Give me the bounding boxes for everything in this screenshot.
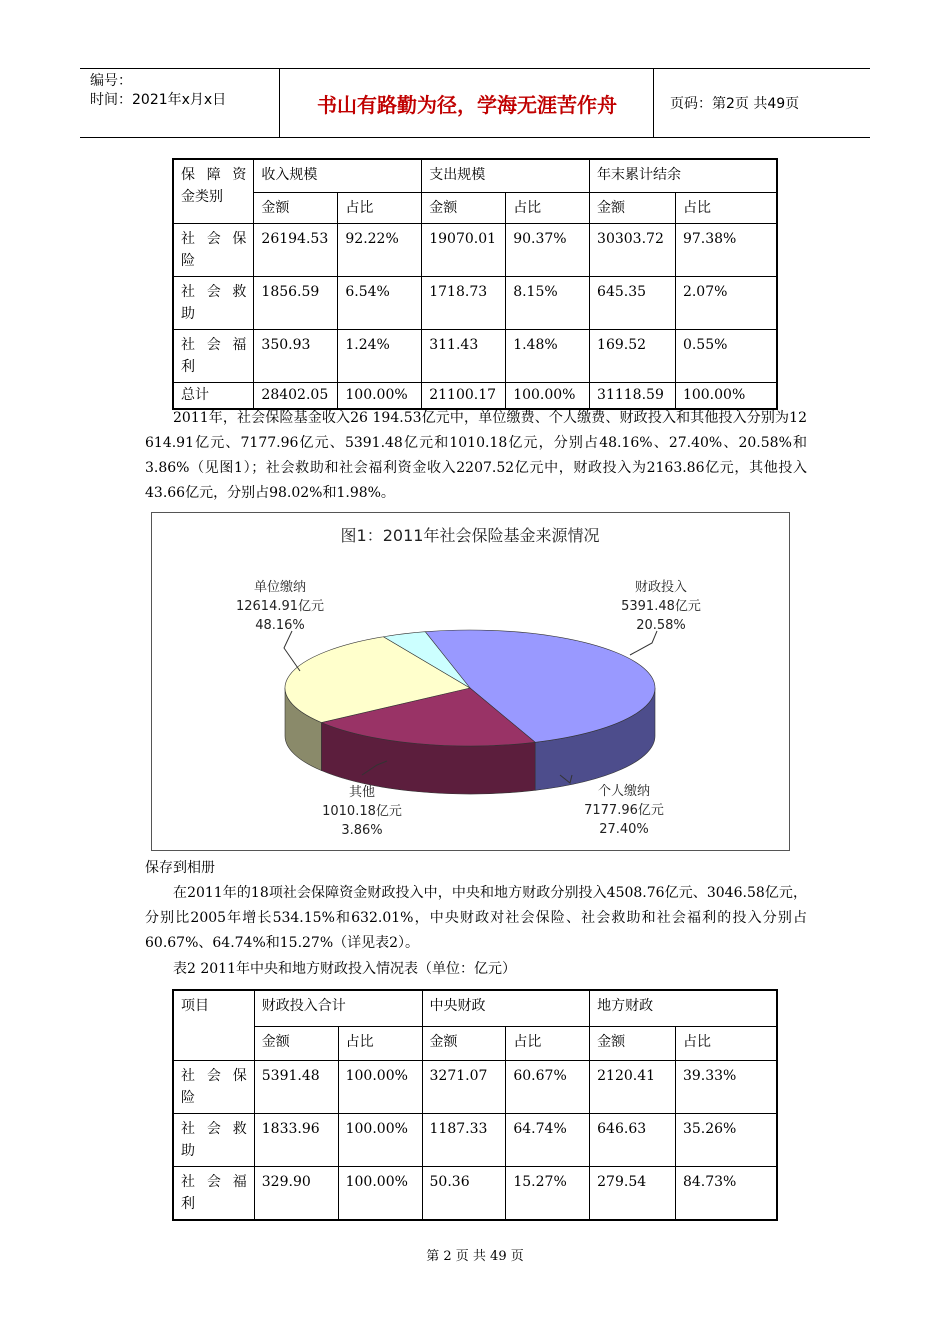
row-label: 社 会 保 险 bbox=[173, 223, 254, 276]
table-cell: 311.43 bbox=[422, 329, 506, 382]
table-cell: 6.54% bbox=[338, 276, 422, 329]
page-label-text: 页码：第2页 共49页 bbox=[670, 96, 800, 112]
pie-label bbox=[621, 579, 701, 633]
table-header-row bbox=[173, 990, 777, 1026]
sub-header: 金额 bbox=[254, 192, 338, 223]
pie-label-percent: 27.40% bbox=[599, 822, 649, 837]
table-cell: 329.90 bbox=[254, 1166, 338, 1220]
group-header: 支出规模 bbox=[422, 159, 590, 192]
chart-title: 图1：2011年社会保险基金来源情况 bbox=[340, 526, 600, 545]
table-cell: 1.48% bbox=[506, 329, 590, 382]
sub-header: 占比 bbox=[675, 192, 777, 223]
pie-label-percent: 3.86% bbox=[341, 823, 383, 838]
pie-label-name: 个人缴纳 bbox=[597, 784, 651, 799]
table-subheader-row bbox=[173, 192, 777, 223]
save-to-album-link[interactable]: 保存到相册 bbox=[145, 860, 215, 876]
table-cell: 97.38% bbox=[675, 223, 777, 276]
table-cell: 15.27% bbox=[506, 1166, 590, 1220]
table2-caption: 表2 2011年中央和地方财政投入情况表（单位：亿元） bbox=[173, 961, 516, 977]
table-header-row bbox=[173, 159, 777, 192]
pie-label-value-label: 5391.48亿元 bbox=[621, 599, 701, 614]
table-cell: 2.07% bbox=[675, 276, 777, 329]
table-cell: 50.36 bbox=[422, 1166, 506, 1220]
table-cell: 21100.17 bbox=[422, 382, 506, 409]
table-subheader-row bbox=[173, 1026, 777, 1060]
page-footer: 第 2 页 共 49 页 bbox=[426, 1249, 524, 1264]
table-cell: 1833.96 bbox=[254, 1113, 338, 1166]
table-fiscal-input bbox=[172, 989, 778, 1221]
header-meta bbox=[80, 69, 280, 137]
table-cell: 169.52 bbox=[590, 329, 676, 382]
sub-header: 占比 bbox=[675, 1026, 777, 1060]
table-cell: 279.54 bbox=[590, 1166, 676, 1220]
table-row bbox=[173, 223, 777, 276]
pie-label-value-label: 7177.96亿元 bbox=[584, 803, 664, 818]
paragraph-funds-income: 2011年，社会保险基金收入26 194.53亿元中，单位缴费、个人缴费、财政投入和其他投入分别为12 614.91亿元、7177.96亿元、5391.48亿元和1010.18亿元，分别占48.16%、27.40%、20.58%和3.86%（见图1）；社会救助和社会福利资金收入2207.52亿元中，财政投入为2163.86亿元，其他投入43.66亿元，分别占98.02%和1.98%。 bbox=[145, 410, 807, 501]
page-header bbox=[80, 68, 870, 138]
pie-label-name: 其他 bbox=[348, 785, 376, 800]
row-label: 社 会 救 助 bbox=[173, 276, 254, 329]
table-row bbox=[173, 382, 777, 409]
table-cell: 30303.72 bbox=[590, 223, 676, 276]
sub-header: 金额 bbox=[590, 1026, 676, 1060]
sub-header: 占比 bbox=[506, 192, 590, 223]
pie-label-value-label: 12614.91亿元 bbox=[235, 599, 325, 614]
table-row bbox=[173, 1060, 777, 1113]
row-label: 社 会 保 险 bbox=[173, 1060, 254, 1113]
pie-chart bbox=[152, 513, 789, 850]
table-row bbox=[173, 1113, 777, 1166]
row-label: 社 会 救 助 bbox=[173, 1113, 254, 1166]
pie-label bbox=[322, 784, 402, 838]
pie-leader-line bbox=[630, 631, 657, 655]
group-header: 地方财政 bbox=[590, 990, 777, 1026]
table-cell: 100.00% bbox=[338, 1060, 422, 1113]
table-cell: 350.93 bbox=[254, 329, 338, 382]
table-cell: 28402.05 bbox=[254, 382, 338, 409]
header-page-label bbox=[664, 69, 870, 137]
table-cell: 0.55% bbox=[675, 329, 777, 382]
table-cell: 90.37% bbox=[506, 223, 590, 276]
pie-label-percent: 20.58% bbox=[636, 618, 686, 633]
pie-leader-line bbox=[284, 631, 300, 671]
table-cell: 100.00% bbox=[338, 1113, 422, 1166]
sub-header: 金额 bbox=[254, 1026, 338, 1060]
pie-label bbox=[236, 579, 324, 633]
pie-label-name: 财政投入 bbox=[634, 580, 688, 595]
row-label: 社 会 福 利 bbox=[173, 1166, 254, 1220]
row-label: 总计 bbox=[173, 382, 254, 409]
sub-header: 占比 bbox=[338, 1026, 422, 1060]
row-label: 社 会 福 利 bbox=[173, 329, 254, 382]
table-cell: 60.67% bbox=[506, 1060, 590, 1113]
table-cell: 2120.41 bbox=[590, 1060, 676, 1113]
table-cell: 19070.01 bbox=[422, 223, 506, 276]
group-header: 中央财政 bbox=[422, 990, 590, 1026]
header-item: 项目 bbox=[173, 990, 254, 1060]
table-cell: 92.22% bbox=[338, 223, 422, 276]
paragraph-fiscal-input: 在2011年的18项社会保障资金财政投入中，中央和地方财政分别投入4508.76亿元、3046.58亿元，分别比2005年增长534.15%和632.01%，中央财政对社会保险、社会救助和社会福利的投入分别占60.67%、64.74%和15.27%（详见表2）。 bbox=[145, 885, 807, 951]
sub-header: 金额 bbox=[422, 1026, 506, 1060]
table-cell: 5391.48 bbox=[254, 1060, 338, 1113]
table-cell: 1856.59 bbox=[254, 276, 338, 329]
table-cell: 84.73% bbox=[675, 1166, 777, 1220]
table-cell: 100.00% bbox=[338, 382, 422, 409]
pie-label-value-label: 1010.18亿元 bbox=[322, 804, 402, 819]
group-header: 收入规模 bbox=[254, 159, 422, 192]
sub-header: 占比 bbox=[506, 1026, 590, 1060]
table-cell: 26194.53 bbox=[254, 223, 338, 276]
table-cell: 100.00% bbox=[506, 382, 590, 409]
pie-label-percent: 48.16% bbox=[255, 618, 305, 633]
pie-label bbox=[584, 783, 664, 837]
table-cell: 8.15% bbox=[506, 276, 590, 329]
table-row bbox=[173, 1166, 777, 1220]
table-cell: 1187.33 bbox=[422, 1113, 506, 1166]
table-cell: 1.24% bbox=[338, 329, 422, 382]
table-cell: 645.35 bbox=[590, 276, 676, 329]
sub-header: 金额 bbox=[590, 192, 676, 223]
table-cell: 100.00% bbox=[338, 1166, 422, 1220]
table-row bbox=[173, 276, 777, 329]
sub-header: 占比 bbox=[338, 192, 422, 223]
table-cell: 31118.59 bbox=[590, 382, 676, 409]
table-funds-scale bbox=[172, 158, 778, 410]
table-cell: 3271.07 bbox=[422, 1060, 506, 1113]
time-label: 时间：2021年x月x日 bbox=[90, 92, 227, 108]
sub-header: 金额 bbox=[422, 192, 506, 223]
table-cell: 35.26% bbox=[675, 1113, 777, 1166]
table-cell: 646.63 bbox=[590, 1113, 676, 1166]
table-cell: 64.74% bbox=[506, 1113, 590, 1166]
table-cell: 39.33% bbox=[675, 1060, 777, 1113]
table-cell: 100.00% bbox=[675, 382, 777, 409]
pie-chart-figure bbox=[151, 512, 790, 851]
table-row bbox=[173, 329, 777, 382]
number-label: 编号： bbox=[90, 73, 132, 89]
group-header: 年末累计结余 bbox=[590, 159, 777, 192]
header-category: 保 障 资 金类别 bbox=[173, 159, 254, 223]
pie-label-name: 单位缴纳 bbox=[253, 580, 307, 595]
table-cell: 1718.73 bbox=[422, 276, 506, 329]
header-motto: 书山有路勤为径，学海无涯苦作舟 bbox=[281, 69, 654, 137]
group-header: 财政投入合计 bbox=[254, 990, 422, 1026]
